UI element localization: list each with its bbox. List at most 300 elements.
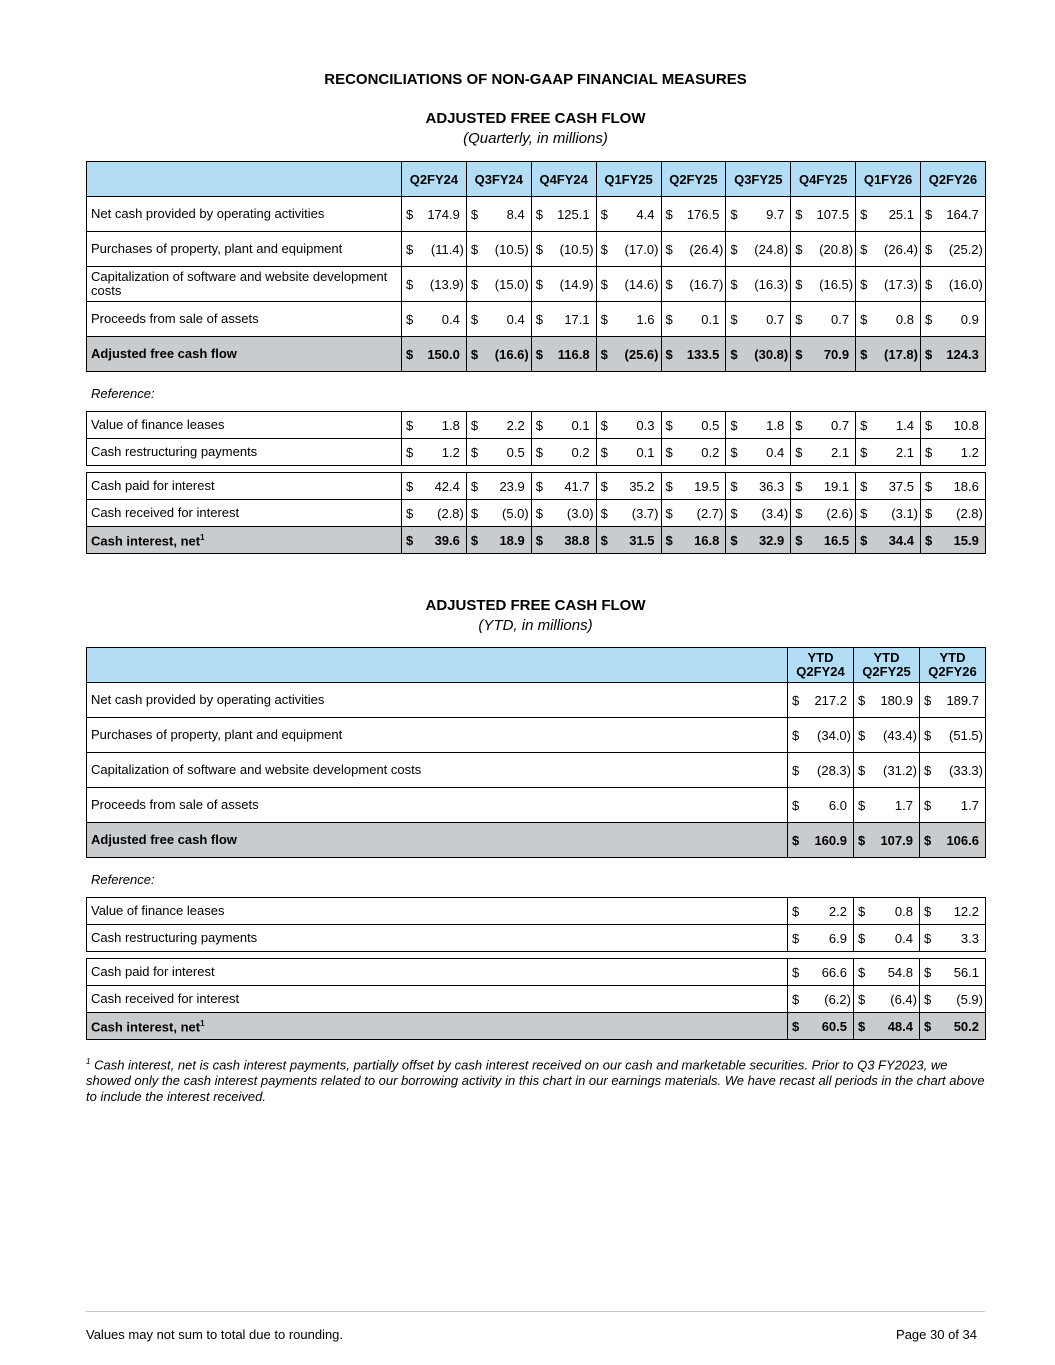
value-cell	[791, 232, 856, 267]
amount: (26.4)	[884, 241, 918, 257]
row-label: Cash interest, net$^1$	[87, 1013, 788, 1040]
currency-symbol: $	[470, 346, 479, 362]
value-cell	[856, 337, 921, 372]
amount: 2.1	[895, 444, 914, 460]
currency-symbol: $	[860, 417, 868, 433]
currency-symbol: $	[792, 964, 800, 980]
amount: 60.5	[821, 1018, 847, 1034]
currency-symbol: $	[470, 478, 479, 494]
currency-symbol: $	[792, 1018, 800, 1034]
amount: (16.3)	[754, 276, 789, 292]
amount: 2.2	[828, 903, 847, 919]
table-row	[87, 718, 986, 753]
currency-symbol: $	[665, 505, 673, 521]
row-label: Cash paid for interest	[87, 959, 788, 986]
amount: 10.8	[953, 417, 979, 433]
currency-symbol: $	[730, 444, 738, 460]
row-label: Capitalization of software and website development costs	[87, 267, 402, 302]
currency-symbol: $	[925, 311, 933, 327]
amount: (3.1)	[891, 505, 918, 521]
currency-symbol: $	[406, 206, 414, 222]
value-cell	[726, 500, 791, 527]
currency-symbol: $	[925, 505, 933, 521]
value-cell	[596, 232, 661, 267]
amount: 124.3	[946, 346, 979, 362]
amount: 48.4	[887, 1018, 913, 1034]
header-row	[87, 648, 986, 683]
currency-symbol: $	[665, 206, 673, 222]
amount: 70.9	[823, 346, 850, 362]
quarterly-section-title: ADJUSTED FREE CASH FLOW	[425, 110, 646, 127]
amount: 0.3	[636, 417, 655, 433]
currency-symbol: $	[860, 505, 868, 521]
currency-symbol: $	[860, 478, 868, 494]
currency-symbol: $	[406, 444, 414, 460]
amount: (17.0)	[624, 241, 659, 257]
row-label: Value of finance leases	[87, 898, 788, 925]
currency-symbol: $	[858, 964, 866, 980]
amount: 39.6	[434, 532, 460, 548]
currency-symbol: $	[858, 797, 866, 813]
currency-symbol: $	[792, 762, 800, 778]
currency-symbol: $	[600, 478, 608, 494]
value-cell	[531, 337, 596, 372]
value-cell	[920, 925, 986, 952]
value-cell	[596, 412, 661, 439]
currency-symbol: $	[535, 276, 543, 292]
ytd-reference-table	[86, 897, 986, 952]
table-row	[87, 898, 986, 925]
amount: 16.8	[694, 532, 720, 548]
quarterly-cash-flow-table	[86, 161, 986, 372]
value-cell	[921, 197, 986, 232]
value-cell	[921, 302, 986, 337]
amount: 0.1	[636, 444, 655, 460]
currency-symbol: $	[535, 311, 543, 327]
currency-symbol: $	[858, 692, 866, 708]
value-cell	[661, 232, 726, 267]
table-row	[87, 412, 986, 439]
currency-symbol: $	[925, 241, 933, 257]
value-cell	[466, 412, 531, 439]
value-cell	[854, 925, 920, 952]
currency-symbol: $	[406, 346, 414, 362]
amount: 107.5	[816, 206, 850, 222]
amount: (2.8)	[437, 505, 464, 521]
currency-symbol: $	[665, 241, 673, 257]
currency-symbol: $	[860, 206, 868, 222]
value-cell	[920, 788, 986, 823]
amount: 107.9	[880, 832, 913, 848]
amount: 0.7	[831, 311, 850, 327]
header-empty-cell	[87, 162, 402, 197]
value-cell	[921, 232, 986, 267]
amount: 37.5	[888, 478, 914, 494]
currency-symbol: $	[795, 241, 803, 257]
value-cell	[920, 898, 986, 925]
amount: (5.0)	[502, 505, 529, 521]
table-row	[87, 232, 986, 267]
value-cell	[920, 959, 986, 986]
amount: (6.4)	[890, 991, 917, 1007]
amount: 31.5	[629, 532, 655, 548]
column-header: YTD Q2FY26	[920, 648, 986, 683]
amount: 56.1	[953, 964, 979, 980]
ytd-cash-flow-table	[86, 647, 986, 858]
amount: (3.0)	[566, 505, 594, 521]
value-cell	[466, 232, 531, 267]
value-cell	[856, 302, 921, 337]
value-cell	[788, 788, 854, 823]
amount: (10.5)	[494, 241, 529, 257]
row-label: Cash restructuring payments	[87, 439, 402, 466]
value-cell	[466, 267, 531, 302]
currency-symbol: $	[535, 505, 543, 521]
value-cell	[854, 788, 920, 823]
amount: 189.7	[946, 692, 979, 708]
amount: (28.3)	[817, 762, 851, 778]
value-cell	[791, 337, 856, 372]
currency-symbol: $	[924, 762, 932, 778]
amount: 36.3	[758, 478, 785, 494]
value-cell	[661, 412, 726, 439]
value-cell	[402, 302, 467, 337]
amount: 0.1	[701, 311, 720, 327]
amount: 66.6	[821, 964, 847, 980]
value-cell	[856, 197, 921, 232]
quarterly-section-subtitle: (Quarterly, in millions)	[463, 130, 608, 147]
currency-symbol: $	[792, 903, 800, 919]
value-cell	[466, 337, 531, 372]
value-cell	[531, 267, 596, 302]
amount: 0.1	[571, 417, 590, 433]
amount: (11.4)	[430, 241, 464, 257]
amount: 1.6	[636, 311, 655, 327]
value-cell	[854, 1013, 920, 1040]
amount: (34.0)	[817, 727, 851, 743]
value-cell	[726, 439, 791, 466]
amount: 6.9	[828, 930, 847, 946]
ytd-reference-label: Reference:	[91, 872, 155, 887]
currency-symbol: $	[665, 532, 673, 548]
column-header: Q4FY25	[791, 162, 856, 197]
column-header: Q1FY25	[596, 162, 661, 197]
value-cell	[791, 527, 856, 554]
amount: 25.1	[888, 206, 914, 222]
value-cell	[920, 1013, 986, 1040]
row-label: Proceeds from sale of assets	[87, 788, 788, 823]
value-cell	[856, 439, 921, 466]
value-cell	[791, 302, 856, 337]
header-empty-cell	[87, 648, 788, 683]
amount: 1.8	[766, 417, 785, 433]
currency-symbol: $	[600, 444, 608, 460]
amount: 116.8	[557, 346, 590, 362]
currency-symbol: $	[730, 478, 738, 494]
column-header: YTD Q2FY25	[854, 648, 920, 683]
amount: (31.2)	[883, 762, 917, 778]
amount: (24.8)	[754, 241, 789, 257]
currency-symbol: $	[600, 311, 608, 327]
value-cell	[726, 302, 791, 337]
amount: 0.7	[831, 417, 850, 433]
currency-symbol: $	[860, 346, 868, 362]
value-cell	[920, 753, 986, 788]
currency-symbol: $	[795, 444, 803, 460]
amount: 54.8	[887, 964, 913, 980]
amount: 160.9	[814, 832, 847, 848]
amount: (2.8)	[956, 505, 983, 521]
currency-symbol: $	[730, 346, 738, 362]
amount: 174.9	[427, 206, 460, 222]
value-cell	[466, 302, 531, 337]
currency-symbol: $	[470, 532, 479, 548]
amount: 1.4	[895, 417, 914, 433]
currency-symbol: $	[792, 930, 800, 946]
value-cell	[402, 232, 467, 267]
value-cell	[921, 439, 986, 466]
amount: (10.5)	[559, 241, 594, 257]
ytd-interest-table	[86, 958, 986, 1040]
value-cell	[788, 959, 854, 986]
value-cell	[531, 500, 596, 527]
value-cell	[726, 197, 791, 232]
currency-symbol: $	[470, 206, 479, 222]
amount: 42.4	[434, 478, 460, 494]
value-cell	[466, 439, 531, 466]
value-cell	[856, 527, 921, 554]
currency-symbol: $	[600, 276, 608, 292]
currency-symbol: $	[795, 276, 803, 292]
currency-symbol: $	[925, 532, 933, 548]
amount: 9.7	[766, 206, 785, 222]
currency-symbol: $	[730, 505, 738, 521]
amount: (13.9)	[429, 276, 464, 292]
amount: (2.7)	[696, 505, 724, 521]
ytd-section-title: ADJUSTED FREE CASH FLOW	[425, 597, 646, 614]
value-cell	[791, 412, 856, 439]
table-row	[87, 986, 986, 1013]
value-cell	[791, 267, 856, 302]
ytd-section-subtitle: (YTD, in millions)	[478, 617, 593, 634]
value-cell	[921, 337, 986, 372]
value-cell	[920, 986, 986, 1013]
currency-symbol: $	[924, 903, 932, 919]
footnote: $^1$ Cash interest, net is cash interest payments, partially offset by cash interest received on our cash and marketable securities. Prior to Q3 FY2023, we showed only the cash interest payments related to our borrowing activity in this chart in our earnings materials. We have recast all periods in the chart above to include the interest received.	[86, 1057, 985, 1105]
currency-symbol: $	[860, 241, 868, 257]
amount: 18.6	[953, 478, 979, 494]
currency-symbol: $	[730, 241, 738, 257]
value-cell	[661, 527, 726, 554]
value-cell	[661, 302, 726, 337]
amount: 2.1	[831, 444, 850, 460]
value-cell	[726, 527, 791, 554]
currency-symbol: $	[730, 417, 738, 433]
currency-symbol: $	[535, 241, 543, 257]
value-cell	[921, 267, 986, 302]
amount: (14.6)	[624, 276, 659, 292]
value-cell	[788, 1013, 854, 1040]
currency-symbol: $	[924, 1018, 932, 1034]
table-row	[87, 267, 986, 302]
footer-rounding-note: Values may not sum to total due to rounding.	[86, 1327, 344, 1342]
currency-symbol: $	[406, 417, 414, 433]
amount: 0.4	[894, 930, 913, 946]
value-cell	[531, 473, 596, 500]
value-cell	[788, 986, 854, 1013]
row-label: Proceeds from sale of assets	[87, 302, 402, 337]
currency-symbol: $	[406, 311, 414, 327]
currency-symbol: $	[795, 505, 803, 521]
amount: 23.9	[499, 478, 525, 494]
column-header: YTD Q2FY24	[788, 648, 854, 683]
table-row	[87, 959, 986, 986]
row-label: Cash paid for interest	[87, 473, 402, 500]
value-cell	[466, 500, 531, 527]
currency-symbol: $	[925, 478, 933, 494]
currency-symbol: $	[860, 276, 868, 292]
amount: (2.6)	[826, 505, 854, 521]
amount: (17.8)	[884, 346, 918, 362]
amount: (26.4)	[689, 241, 724, 257]
value-cell	[661, 500, 726, 527]
row-label: Cash received for interest	[87, 986, 788, 1013]
currency-symbol: $	[730, 311, 738, 327]
amount: 15.9	[953, 532, 979, 548]
currency-symbol: $	[600, 417, 608, 433]
amount: 0.7	[766, 311, 785, 327]
currency-symbol: $	[600, 346, 608, 362]
amount: 38.8	[564, 532, 590, 548]
value-cell	[402, 473, 467, 500]
currency-symbol: $	[924, 930, 932, 946]
table-row	[87, 197, 986, 232]
table-row	[87, 473, 986, 500]
value-cell	[920, 683, 986, 718]
currency-symbol: $	[406, 505, 414, 521]
value-cell	[791, 197, 856, 232]
total-row	[87, 527, 986, 554]
amount: 164.7	[946, 206, 979, 222]
quarterly-reference-table	[86, 411, 986, 466]
value-cell	[596, 439, 661, 466]
currency-symbol: $	[858, 832, 866, 848]
currency-symbol: $	[665, 311, 673, 327]
currency-symbol: $	[406, 241, 414, 257]
currency-symbol: $	[924, 797, 932, 813]
amount: (16.0)	[948, 276, 983, 292]
currency-symbol: $	[470, 444, 479, 460]
value-cell	[726, 473, 791, 500]
currency-symbol: $	[730, 532, 738, 548]
amount: 1.8	[441, 417, 460, 433]
row-label: Net cash provided by operating activities	[87, 683, 788, 718]
value-cell	[466, 197, 531, 232]
footer-divider	[86, 1311, 985, 1312]
currency-symbol: $	[406, 478, 414, 494]
value-cell	[920, 823, 986, 858]
currency-symbol: $	[795, 532, 803, 548]
currency-symbol: $	[535, 444, 543, 460]
currency-symbol: $	[924, 727, 932, 743]
page-number: Page 30 of 34	[896, 1327, 977, 1342]
column-header: Q4FY24	[531, 162, 596, 197]
value-cell	[856, 500, 921, 527]
currency-symbol: $	[795, 478, 803, 494]
value-cell	[531, 527, 596, 554]
value-cell	[661, 473, 726, 500]
header-row	[87, 162, 986, 197]
amount: 0.9	[960, 311, 979, 327]
value-cell	[726, 267, 791, 302]
amount: 0.5	[506, 444, 525, 460]
row-label: Cash received for interest	[87, 500, 402, 527]
row-label: Net cash provided by operating activities	[87, 197, 402, 232]
amount: 133.5	[686, 346, 720, 362]
value-cell	[531, 232, 596, 267]
column-header: Q2FY25	[661, 162, 726, 197]
value-cell	[596, 473, 661, 500]
amount: (51.5)	[949, 727, 983, 743]
value-cell	[596, 302, 661, 337]
currency-symbol: $	[792, 797, 800, 813]
amount: 1.2	[960, 444, 979, 460]
amount: 12.2	[953, 903, 979, 919]
currency-symbol: $	[600, 532, 608, 548]
currency-symbol: $	[858, 903, 866, 919]
currency-symbol: $	[924, 964, 932, 980]
amount: 41.7	[564, 478, 590, 494]
value-cell	[531, 197, 596, 232]
value-cell	[921, 473, 986, 500]
currency-symbol: $	[470, 276, 479, 292]
amount: 150.0	[427, 346, 460, 362]
value-cell	[856, 412, 921, 439]
amount: 1.7	[894, 797, 913, 813]
value-cell	[402, 500, 467, 527]
value-cell	[854, 986, 920, 1013]
value-cell	[596, 500, 661, 527]
currency-symbol: $	[665, 276, 673, 292]
amount: 32.9	[758, 532, 785, 548]
currency-symbol: $	[792, 692, 800, 708]
currency-symbol: $	[858, 727, 866, 743]
amount: 2.2	[506, 417, 525, 433]
amount: 4.4	[636, 206, 655, 222]
row-label: Purchases of property, plant and equipment	[87, 232, 402, 267]
row-label: Adjusted free cash flow	[87, 337, 402, 372]
value-cell	[854, 898, 920, 925]
currency-symbol: $	[600, 505, 608, 521]
currency-symbol: $	[860, 444, 868, 460]
currency-symbol: $	[792, 727, 800, 743]
value-cell	[596, 337, 661, 372]
currency-symbol: $	[470, 311, 479, 327]
amount: 50.2	[953, 1018, 979, 1034]
amount: (16.5)	[819, 276, 854, 292]
currency-symbol: $	[730, 276, 738, 292]
value-cell	[788, 823, 854, 858]
amount: 6.0	[828, 797, 847, 813]
value-cell	[921, 527, 986, 554]
currency-symbol: $	[470, 417, 479, 433]
currency-symbol: $	[600, 206, 608, 222]
amount: (5.9)	[956, 991, 983, 1007]
value-cell	[854, 959, 920, 986]
currency-symbol: $	[925, 417, 933, 433]
value-cell	[791, 473, 856, 500]
currency-symbol: $	[924, 692, 932, 708]
